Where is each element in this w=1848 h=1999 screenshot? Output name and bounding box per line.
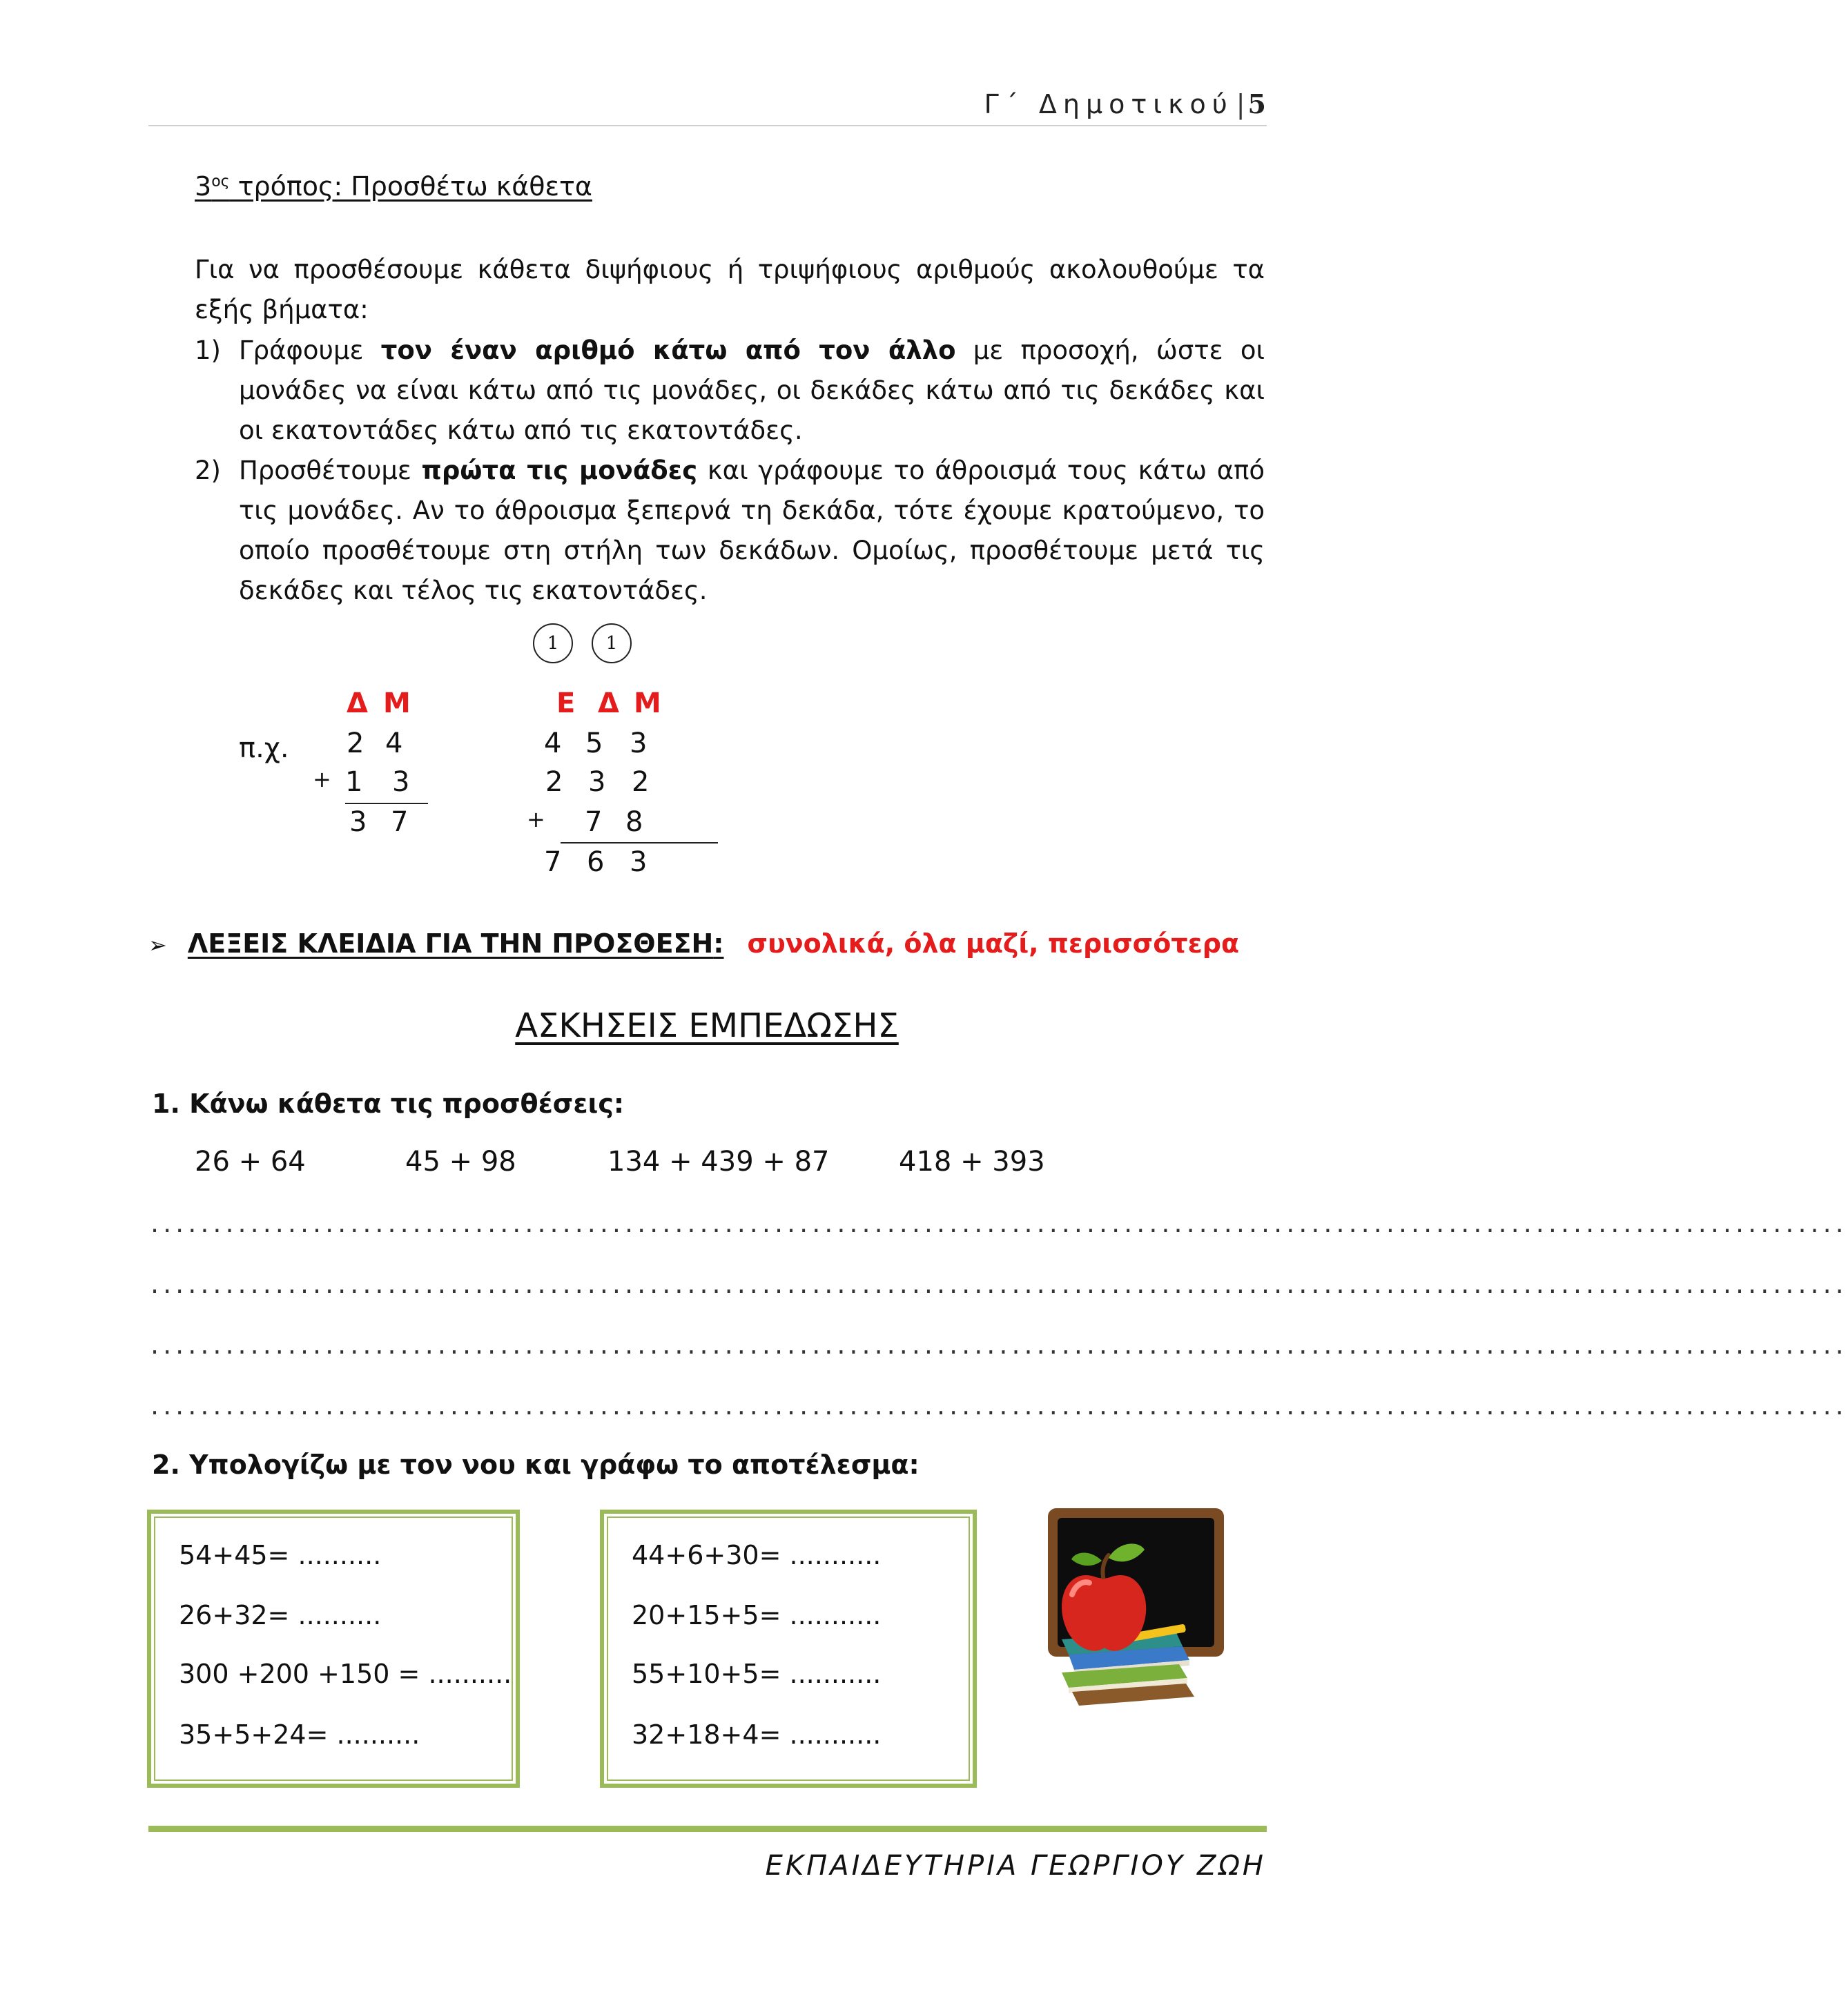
digit: 2	[632, 766, 650, 798]
math-expression: 55+10+5=	[632, 1659, 781, 1689]
digit: 2	[347, 728, 364, 759]
column-header-units: Μ	[634, 688, 661, 719]
step-text-pre: Γράφουμε	[239, 335, 381, 365]
answer-line[interactable]: ........................................................................................................................................	[150, 1269, 1848, 1299]
plus-sign: +	[527, 806, 545, 832]
method-number: 3	[195, 171, 212, 202]
digit: 2	[545, 766, 563, 798]
digit: 7	[585, 806, 603, 838]
digit: 3	[630, 728, 648, 759]
answer-blank[interactable]: ...........	[789, 1600, 882, 1630]
answer-line[interactable]: ........................................................................................................................................	[150, 1329, 1848, 1360]
digit: 8	[625, 806, 643, 838]
answer-blank[interactable]: ..........	[428, 1659, 512, 1689]
method-text: τρόπος: Προσθέτω κάθετα	[229, 171, 592, 202]
math-row	[179, 1719, 420, 1750]
exercise2-number: 2.	[152, 1450, 180, 1480]
math-row	[632, 1719, 881, 1750]
keywords-line	[148, 928, 1239, 959]
mental-math-box-2	[600, 1510, 977, 1788]
math-expression: 35+5+24=	[179, 1719, 329, 1750]
page-number: 5	[1247, 88, 1266, 119]
intro-paragraph: Για να προσθέσουμε κάθετα διψήφιους ή τριψήφιους αριθμούς ακολουθούμε τα εξής βήματα:	[195, 255, 1265, 324]
digit: 3	[630, 846, 648, 878]
column-header-units: Μ	[383, 688, 411, 719]
exercise1-item: 26 + 64	[195, 1146, 306, 1178]
digit: 4	[385, 728, 403, 759]
answer-blank[interactable]: ..........	[298, 1600, 382, 1630]
math-row	[632, 1659, 881, 1689]
steps-list	[195, 331, 1265, 611]
exercise1-title	[152, 1089, 624, 1119]
step-number: 1)	[195, 335, 221, 365]
step-text-bold: τον έναν αριθμό κάτω από τον άλλο	[380, 335, 956, 365]
method-title	[195, 171, 592, 202]
exercise2-title	[152, 1450, 920, 1480]
exercise1-item: 45 + 98	[405, 1146, 516, 1178]
math-row	[632, 1600, 881, 1630]
section-title: ΑΣΚΗΣΕΙΣ ΕΜΠΕΔΩΣΗΣ	[515, 1006, 899, 1045]
column-header-hundreds: Ε	[556, 688, 576, 719]
apple-books-blackboard-icon	[1041, 1501, 1227, 1708]
exercise1-item: 134 + 439 + 87	[607, 1146, 830, 1178]
method-ordinal: ος	[211, 173, 230, 191]
column-header-tens: Δ	[347, 688, 368, 719]
step-number: 2)	[195, 456, 221, 485]
math-row	[632, 1540, 881, 1570]
digit: 7	[391, 806, 409, 838]
mental-math-box-1	[147, 1510, 520, 1788]
exercise1-number: 1.	[152, 1089, 180, 1119]
math-expression: 44+6+30=	[632, 1540, 781, 1570]
digit: 7	[544, 846, 562, 878]
math-row	[179, 1600, 381, 1630]
keywords-title-text: ΛΕΞΕΙΣ ΚΛΕΙΔΙΑ ΓΙΑ ΤΗΝ ΠΡΟΣΘΕΣΗ	[187, 928, 714, 959]
answer-blank[interactable]: ...........	[789, 1540, 882, 1570]
digit: 3	[349, 806, 367, 838]
header-title: Γ΄ Δημοτικού	[984, 89, 1234, 119]
step-text-bold: πρώτα τις μονάδες	[421, 456, 698, 485]
header-separator: |	[1236, 89, 1245, 119]
step-text-post: και γράφουμε το άθροισμά τους κάτω από τις μονάδες. Αν το άθροισμα ξεπερνά τη δεκάδα, τότε έχουμε κρατούμενο, το οποίο προσθέτουμε στη στήλη των δεκάδων. Ομοίως, προσθέτουμε μετά τις δεκάδες και τέλος τις εκατοντάδες.	[239, 456, 1265, 605]
column-header-tens: Δ	[598, 688, 619, 719]
sum-line	[561, 842, 718, 844]
step-item	[195, 451, 1265, 611]
math-expression: 26+32=	[179, 1600, 290, 1630]
exercise1-item: 418 + 393	[899, 1146, 1045, 1178]
step-item	[195, 331, 1265, 451]
page-header	[984, 88, 1266, 119]
answer-blank[interactable]: ...........	[789, 1659, 882, 1689]
digit: 4	[544, 728, 562, 759]
digit: 6	[587, 846, 605, 878]
arrow-bullet-icon: ➢	[148, 932, 167, 958]
exercise1-text: Κάνω κάθετα τις προσθέσεις:	[189, 1089, 625, 1119]
answer-blank[interactable]: ...........	[789, 1719, 882, 1750]
math-expression: 54+45=	[179, 1540, 290, 1570]
plus-sign: +	[313, 766, 331, 792]
keywords-colon: :	[713, 928, 724, 959]
math-expression: 300 +200 +150 =	[179, 1659, 420, 1689]
math-row	[179, 1659, 512, 1689]
keywords-title	[188, 928, 724, 959]
digit: 5	[585, 728, 603, 759]
math-expression: 32+18+4=	[632, 1719, 781, 1750]
digit: 1	[345, 766, 363, 798]
step-text-pre: Προσθέτουμε	[239, 456, 422, 485]
answer-line[interactable]: ........................................................................................................................................	[150, 1208, 1848, 1238]
carry-circle: 1	[533, 623, 573, 663]
math-row	[179, 1540, 381, 1570]
sum-line	[345, 803, 428, 804]
footer-rule	[148, 1826, 1267, 1832]
example-label: π.χ.	[239, 732, 289, 764]
answer-line[interactable]: ........................................................................................................................................	[150, 1390, 1848, 1421]
header-rule	[148, 125, 1267, 126]
keywords-words: συνολικά, όλα μαζί, περισσότερα	[747, 928, 1240, 959]
footer-text: ΕΚΠΑΙΔΕΥΤΗΡΙΑ ΓΕΩΡΓΙΟΥ ΖΩΗ	[765, 1850, 1266, 1882]
carry-circle: 1	[592, 623, 632, 663]
digit: 3	[588, 766, 606, 798]
digit: 3	[392, 766, 410, 798]
answer-blank[interactable]: ..........	[298, 1540, 382, 1570]
step-text-post: με προσοχή, ώστε οι μονάδες να είναι κάτω από τις μονάδες, οι δεκάδες κάτω από τις δεκάδες και οι εκατοντάδες κάτω από τις εκατοντάδες.	[239, 335, 1265, 445]
exercise2-text: Υπολογίζω με τον νου και γράφω το αποτέλεσμα:	[189, 1450, 920, 1480]
answer-blank[interactable]: ..........	[336, 1719, 420, 1750]
math-expression: 20+15+5=	[632, 1600, 781, 1630]
